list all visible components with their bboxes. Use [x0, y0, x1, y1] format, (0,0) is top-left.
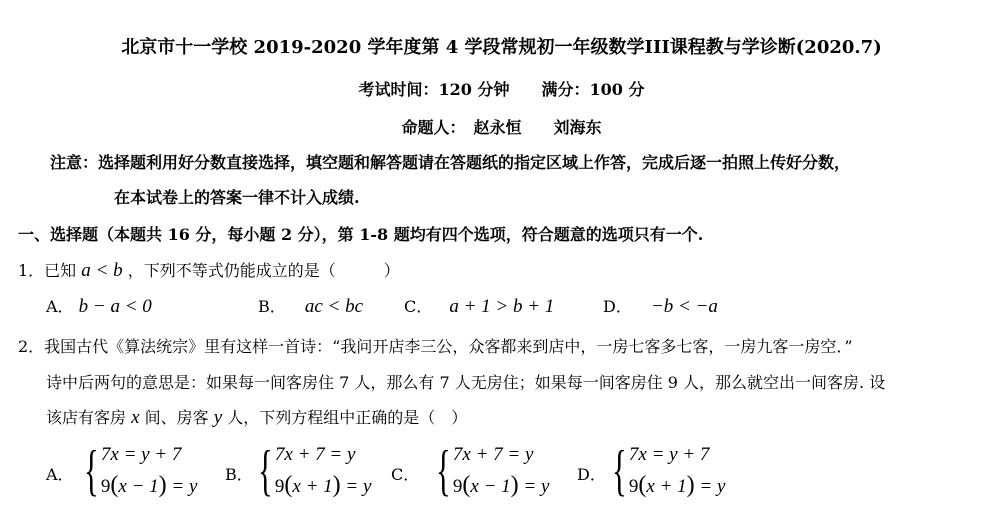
question-2-line-2: 诗中后两句的意思是：如果每一间客房住 7 人，那么有 7 人无房住；如果每一间客房住 9 人，那么就空出一间客房. 设 [46, 373, 886, 392]
brace-symbol: { [436, 440, 451, 502]
q1-condition: a < b [81, 260, 123, 281]
equation-1: 7x + 7 = y [452, 444, 534, 465]
q1-stem-prefix: 1．已知 [18, 261, 77, 280]
q2-text-c: 人，下列方程组中正确的是（ ） [227, 408, 468, 427]
q1-option-label: D． [603, 297, 632, 316]
q2-option-c-label[interactable]: C． [391, 465, 420, 484]
brace-symbol: { [84, 440, 99, 502]
q1-option-label: B． [258, 297, 286, 316]
q2-option-c-system[interactable] [430, 440, 549, 502]
question-1-stem [18, 258, 400, 282]
equation-2: 9(x − 1) = y [452, 472, 550, 498]
equation-2: 9(x − 1) = y [100, 472, 198, 498]
q1-option-c[interactable] [404, 294, 554, 318]
q1-option-b[interactable] [258, 294, 363, 318]
q1-option-expr: a + 1 > b + 1 [449, 296, 555, 317]
q1-option-expr: ac < bc [304, 296, 364, 317]
q1-option-a[interactable] [46, 294, 152, 318]
equation-2: 9(x + 1) = y [274, 472, 372, 498]
q2-text-b: 间、房客 [144, 408, 209, 427]
q2-var-y: y [213, 407, 223, 428]
q2-option-d-system[interactable] [606, 440, 725, 502]
q2-option-b-label[interactable]: B． [225, 465, 253, 484]
brace-symbol: { [258, 440, 273, 502]
q1-option-expr: b − a < 0 [78, 296, 152, 317]
equation-1: 7x = y + 7 [628, 444, 710, 465]
q1-option-label: A． [46, 297, 74, 316]
q2-var-x: x [131, 407, 140, 428]
exam-title: 北京市十一学校 2019-2020 学年度第 4 学段常规初一年级数学III课程教与学诊断(2020.7) [121, 37, 882, 58]
q1-option-d[interactable] [603, 294, 718, 318]
q1-stem-suffix: ，下列不等式仍能成立的是（ ） [127, 261, 400, 280]
q1-option-label: C． [404, 297, 433, 316]
authors: 命题人： 赵永恒 刘海东 [401, 118, 602, 137]
notice-line-1: 注意：选择题利用好分数直接选择，填空题和解答题请在答题纸的指定区域上作答，完成后逐一拍照上传好分数， [50, 153, 851, 172]
q2-option-d-label[interactable]: D． [577, 465, 606, 484]
section-heading: 一、选择题（本题共 16 分，每小题 2 分），第 1-8 题均有四个选项，符合题意的选项只有一个. [18, 225, 704, 244]
q2-option-b-system[interactable] [252, 440, 371, 502]
q1-option-expr: −b < −a [650, 296, 718, 317]
notice-line-2: 在本试卷上的答案一律不计入成绩. [114, 188, 360, 207]
q2-option-a-label[interactable]: A． [46, 465, 74, 484]
question-2-line-1: 2．我国古代《算法统宗》里有这样一首诗：“我问开店李三公，众客都来到店中，一房七客多七客，一房九客一房空．” [18, 337, 853, 356]
q2-option-a-system[interactable] [78, 440, 197, 502]
equation-2: 9(x + 1) = y [628, 472, 726, 498]
exam-info: 考试时间：120 分钟 满分：100 分 [358, 80, 645, 99]
brace-symbol: { [612, 440, 627, 502]
equation-1: 7x + 7 = y [274, 444, 356, 465]
q2-text-a: 该店有客房 [46, 408, 127, 427]
question-2-line-3 [46, 405, 467, 429]
equation-1: 7x = y + 7 [100, 444, 182, 465]
